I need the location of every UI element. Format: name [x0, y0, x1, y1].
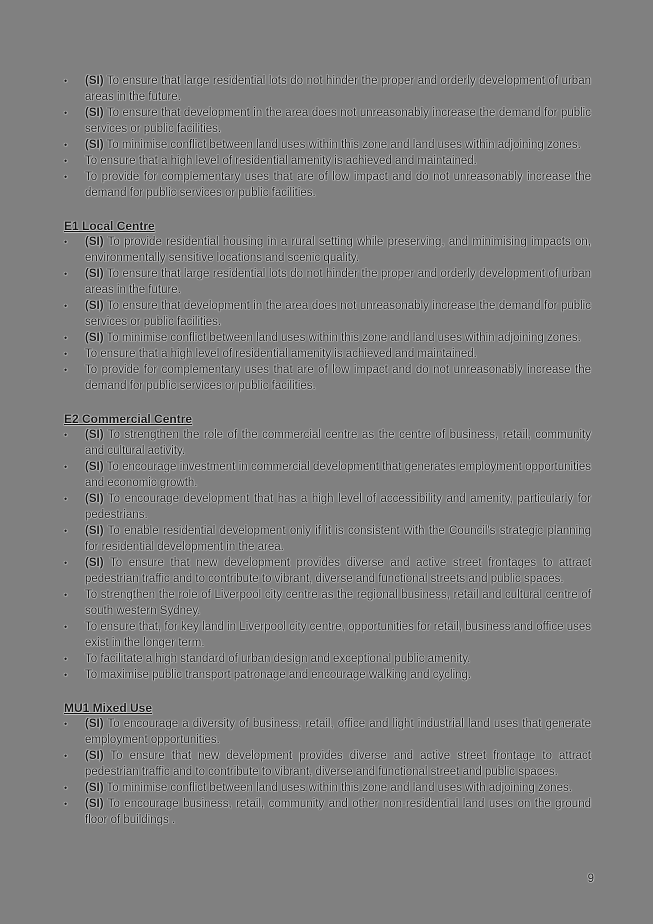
- bullet-icon: •: [64, 349, 68, 359]
- bullet-icon: •: [64, 430, 68, 440]
- bullet-list: [64, 716, 591, 828]
- objective-text: To ensure that development in the area does not unreasonably increase the demand for public services or public facilities.: [85, 300, 591, 328]
- objective-text: To ensure that new development provides diverse and active street frontages to attract pedestrian traffic and to contribute to vibrant, diverse and functional streets and public spaces.: [85, 557, 591, 585]
- objective-text: To ensure that a high level of residential amenity is achieved and maintained.: [85, 155, 477, 167]
- objective-text: To minimise conflict between land uses within this zone and land uses with adjoining zones.: [106, 782, 572, 794]
- bullet-icon: •: [64, 526, 68, 536]
- si-tag: (SI): [85, 300, 104, 312]
- objectives-section: [64, 411, 591, 683]
- si-tag: (SI): [85, 461, 104, 473]
- bullet-icon: •: [64, 140, 68, 150]
- si-tag: (SI): [85, 798, 104, 810]
- list-item: [64, 346, 591, 362]
- objective-text: To ensure that large residential lots do not hinder the proper and orderly development of urban areas in the future.: [85, 268, 591, 296]
- si-tag: (SI): [85, 268, 104, 280]
- si-tag: (SI): [85, 332, 104, 344]
- objective-text: To minimise conflict between land uses within this zone and land uses within adjoining zones.: [106, 332, 581, 344]
- objective-text: To ensure that new development provides diverse and active street frontage to attract pedestrian traffic and to contribute to vibrant, diverse and functional street and public spaces.: [85, 750, 591, 778]
- section-heading: E2 Commercial Centre: [64, 412, 193, 426]
- list-item: [64, 523, 591, 555]
- bullet-icon: •: [64, 622, 68, 632]
- objective-text: To ensure that, for key land in Liverpool city centre, opportunities for retail, business and office uses exist in the longer term.: [85, 621, 591, 649]
- objectives-section: [64, 700, 591, 828]
- si-tag: (SI): [85, 493, 104, 505]
- list-item: [64, 587, 591, 619]
- objective-text: To ensure that large residential lots do not hinder the proper and orderly development of urban areas in the future.: [85, 75, 591, 103]
- list-item: [64, 491, 591, 523]
- objective-text: To minimise conflict between land uses within this zone and land uses within adjoining zones.: [106, 139, 581, 151]
- objective-text: To encourage investment in commercial development that generates employment opportunities and economic growth.: [85, 461, 591, 489]
- bullet-icon: •: [64, 269, 68, 279]
- objective-text: To provide for complementary uses that are of low impact and do not unreasonably increase the demand for public services or public facilities.: [85, 364, 591, 392]
- bullet-icon: •: [64, 494, 68, 504]
- list-item: [64, 667, 591, 683]
- list-item: [64, 796, 591, 828]
- objective-text: To encourage development that has a high level of accessibility and amenity, particularly for pedestrians.: [85, 493, 591, 521]
- si-tag: (SI): [85, 750, 104, 762]
- bullet-icon: •: [64, 719, 68, 729]
- list-item: [64, 298, 591, 330]
- si-tag: (SI): [85, 236, 104, 248]
- objective-text: To facilitate a high standard of urban design and exceptional public amenity.: [85, 653, 471, 665]
- bullet-icon: •: [64, 172, 68, 182]
- bullet-list: [64, 73, 591, 201]
- list-item: [64, 427, 591, 459]
- objective-text: To encourage business, retail, community and other non-residential land uses on the ground floor of buildings .: [85, 798, 591, 826]
- list-item: [64, 716, 591, 748]
- page-number: 9: [587, 873, 594, 885]
- objective-text: To enable residential development only if it is consistent with the Council's strategic planning for residential development in the area.: [85, 525, 591, 553]
- bullet-icon: •: [64, 558, 68, 568]
- section-heading: E1 Local Centre: [64, 219, 155, 233]
- list-item: [64, 137, 591, 153]
- list-item: [64, 555, 591, 587]
- bullet-icon: •: [64, 654, 68, 664]
- list-item: [64, 266, 591, 298]
- objective-text: To strengthen the role of Liverpool city centre as the regional business, retail and cultural centre of south western Sydney.: [85, 589, 591, 617]
- bullet-icon: •: [64, 365, 68, 375]
- objective-text: To provide for complementary uses that are of low impact and do not unreasonably increase the demand for public services or public facilities.: [85, 171, 591, 199]
- si-tag: (SI): [85, 782, 104, 794]
- bullet-icon: •: [64, 108, 68, 118]
- si-tag: (SI): [85, 525, 104, 537]
- list-item: [64, 153, 591, 169]
- objective-text: To ensure that development in the area does not unreasonably increase the demand for public services or public facilities.: [85, 107, 591, 135]
- bullet-icon: •: [64, 590, 68, 600]
- si-tag: (SI): [85, 429, 104, 441]
- bullet-list: [64, 234, 591, 394]
- objective-text: To maximise public transport patronage and encourage walking and cycling.: [85, 669, 472, 681]
- objective-text: To strengthen the role of the commercial centre as the centre of business, retail, community and cultural activity.: [85, 429, 591, 457]
- section-heading: MU1 Mixed Use: [64, 701, 153, 715]
- list-item: [64, 459, 591, 491]
- bullet-icon: •: [64, 751, 68, 761]
- list-item: [64, 169, 591, 201]
- list-item: [64, 780, 591, 796]
- list-item: [64, 330, 591, 346]
- objective-text: To provide residential housing in a rural setting while preserving, and minimising impacts on, environmentally sensitive locations and scenic quality.: [85, 236, 591, 264]
- document-body: [64, 73, 591, 828]
- si-tag: (SI): [85, 557, 104, 569]
- list-item: [64, 105, 591, 137]
- bullet-icon: •: [64, 237, 68, 247]
- objectives-section: [64, 73, 591, 201]
- list-item: [64, 362, 591, 394]
- bullet-icon: •: [64, 333, 68, 343]
- objective-text: To encourage a diversity of business, retail, office and light industrial land uses that generate employment opportunities.: [85, 718, 591, 746]
- si-tag: (SI): [85, 75, 104, 87]
- list-item: [64, 748, 591, 780]
- list-item: [64, 651, 591, 667]
- list-item: [64, 73, 591, 105]
- objectives-section: [64, 218, 591, 394]
- bullet-icon: •: [64, 156, 68, 166]
- bullet-icon: •: [64, 783, 68, 793]
- bullet-icon: •: [64, 76, 68, 86]
- list-item: [64, 619, 591, 651]
- bullet-list: [64, 427, 591, 683]
- bullet-icon: •: [64, 799, 68, 809]
- list-item: [64, 234, 591, 266]
- bullet-icon: •: [64, 462, 68, 472]
- si-tag: (SI): [85, 107, 104, 119]
- bullet-icon: •: [64, 670, 68, 680]
- objective-text: To ensure that a high level of residential amenity is achieved and maintained.: [85, 348, 477, 360]
- si-tag: (SI): [85, 139, 104, 151]
- bullet-icon: •: [64, 301, 68, 311]
- si-tag: (SI): [85, 718, 104, 730]
